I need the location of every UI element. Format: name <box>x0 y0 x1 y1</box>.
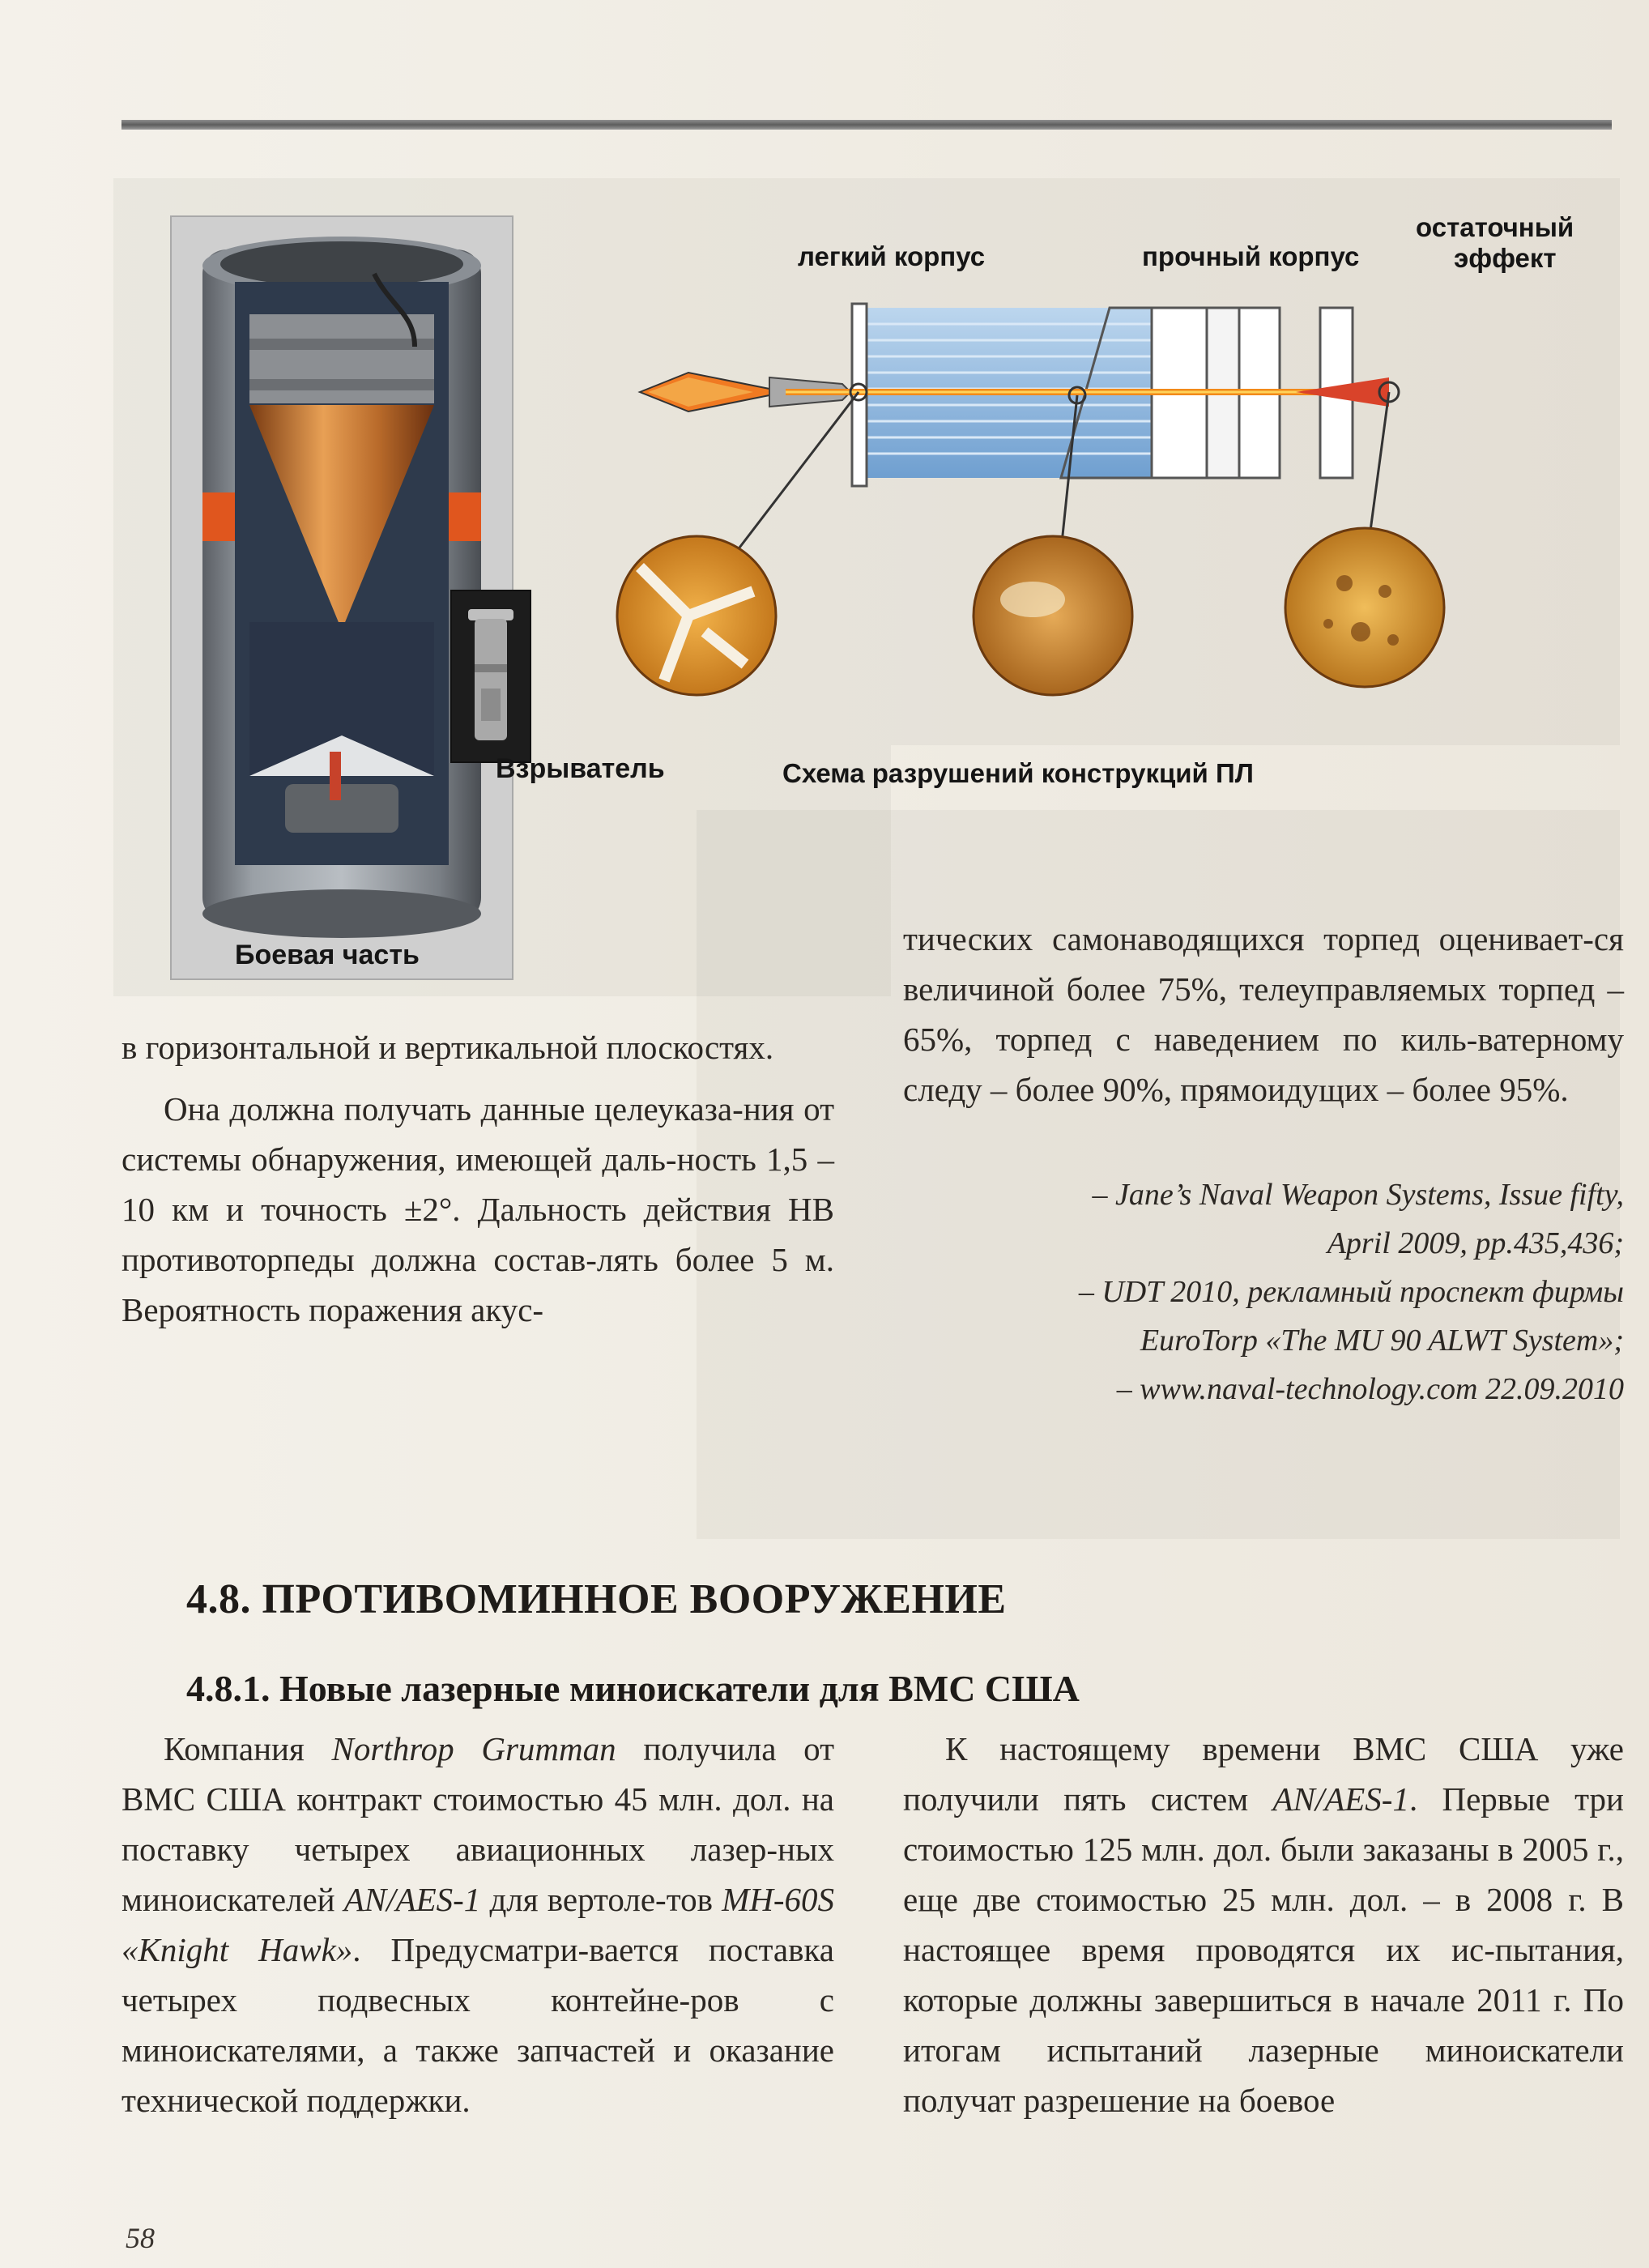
damage-scheme-caption: Схема разрушений конструкций ПЛ <box>782 758 1254 788</box>
residual-effect-label-1: остаточный <box>1416 212 1574 242</box>
fuse-label: Взрыватель <box>496 753 665 784</box>
warhead-label: Боевая часть <box>235 940 420 970</box>
damage-scheme-diagram <box>591 211 1612 778</box>
left-upper-paragraph <box>121 1022 834 1335</box>
left-lower-paragraph <box>121 1724 834 2125</box>
references <box>903 1170 1624 1413</box>
right-upper-paragraph <box>903 914 1624 1115</box>
left-lower-text <box>121 1724 834 2125</box>
left-upper-text: Она должна получать данные целеуказа-ния от системы обнаружения, имеющей даль-ность 1,5 – 10 км и точность ±2°. Дальность действия НВ противоторпеды должна состав-лять более 5 м. Вероятность поражения акус- <box>121 1090 834 1328</box>
subsection-heading: 4.8.1. Новые лазерные миноискатели для ВМС США <box>186 1668 1080 1709</box>
text-run: получила от ВМС США контракт стоимостью 45 млн. дол. на поставку четырех авиационных лазер-ных миноискателей <box>121 1730 834 1918</box>
left-upper-line: в горизонтальной и вертикальной плоскостях. <box>121 1029 774 1066</box>
page-number: 58 <box>126 2222 155 2254</box>
system-name: AN/AES-1 <box>1272 1780 1409 1818</box>
text-run: К настоящему времени ВМС США уже получили пять систем <box>903 1730 1624 1818</box>
reference-line: – UDT 2010, рекламный проспект фирмы <box>1078 1275 1624 1309</box>
fuse-photo <box>450 590 531 763</box>
fuse-illustration <box>452 591 530 761</box>
right-upper-text: тических самонаводящихся торпед оценивает-ся величиной более 75%, телеуправляемых торпед – 65%, торпед с наведением по киль-ватерному следу – более 90%, прямоидущих – более 95%. <box>903 920 1624 1108</box>
reference-line: – www.naval-technology.com 22.09.2010 <box>1116 1372 1624 1406</box>
helicopter-name: MH-60S «Knight Hawk» <box>121 1881 834 1968</box>
section-heading: 4.8. ПРОТИВОМИННОЕ ВООРУЖЕНИЕ <box>186 1576 1007 1622</box>
text-run: . Первые три стоимостью 125 млн. дол. были заказаны в 2005 г., еще две стоимостью 25 млн. дол. – в 2008 г. В настоящее время проводятся их ис-пытания, которые должны завершиться в начале 2011 г. По итогам испытаний лазерные миноискатели получат разрешение на боевое <box>903 1780 1624 2119</box>
header-rule <box>121 120 1612 130</box>
residual-effect-label-2: эффект <box>1454 243 1557 273</box>
reference-line: – Jane’s Naval Weapon Systems, Issue fifty, <box>1092 1178 1624 1212</box>
strong-hull-label: прочный корпус <box>1142 241 1360 271</box>
reference-line: EuroTorp «The MU 90 ALWT System»; <box>1140 1324 1624 1358</box>
reference-line: April 2009, pp.435,436; <box>1327 1226 1624 1260</box>
damage-detail-3 <box>1285 528 1444 687</box>
text-run: . Предусматри-вается поставка четырех подвесных контейне-ров с миноискателями, а также запчастей и оказание технической поддержки. <box>121 1931 834 2119</box>
light-hull-label: легкий корпус <box>798 241 986 271</box>
damage-scheme-svg <box>591 211 1612 778</box>
damage-detail-2 <box>974 536 1132 695</box>
right-lower-text <box>903 1724 1624 2125</box>
text-run: Компания <box>164 1730 332 1767</box>
text-run: для вертоле-тов <box>480 1881 722 1918</box>
system-name: AN/AES-1 <box>343 1881 481 1918</box>
right-lower-paragraph <box>903 1724 1624 2125</box>
company-name: Northrop Grumman <box>331 1730 616 1767</box>
